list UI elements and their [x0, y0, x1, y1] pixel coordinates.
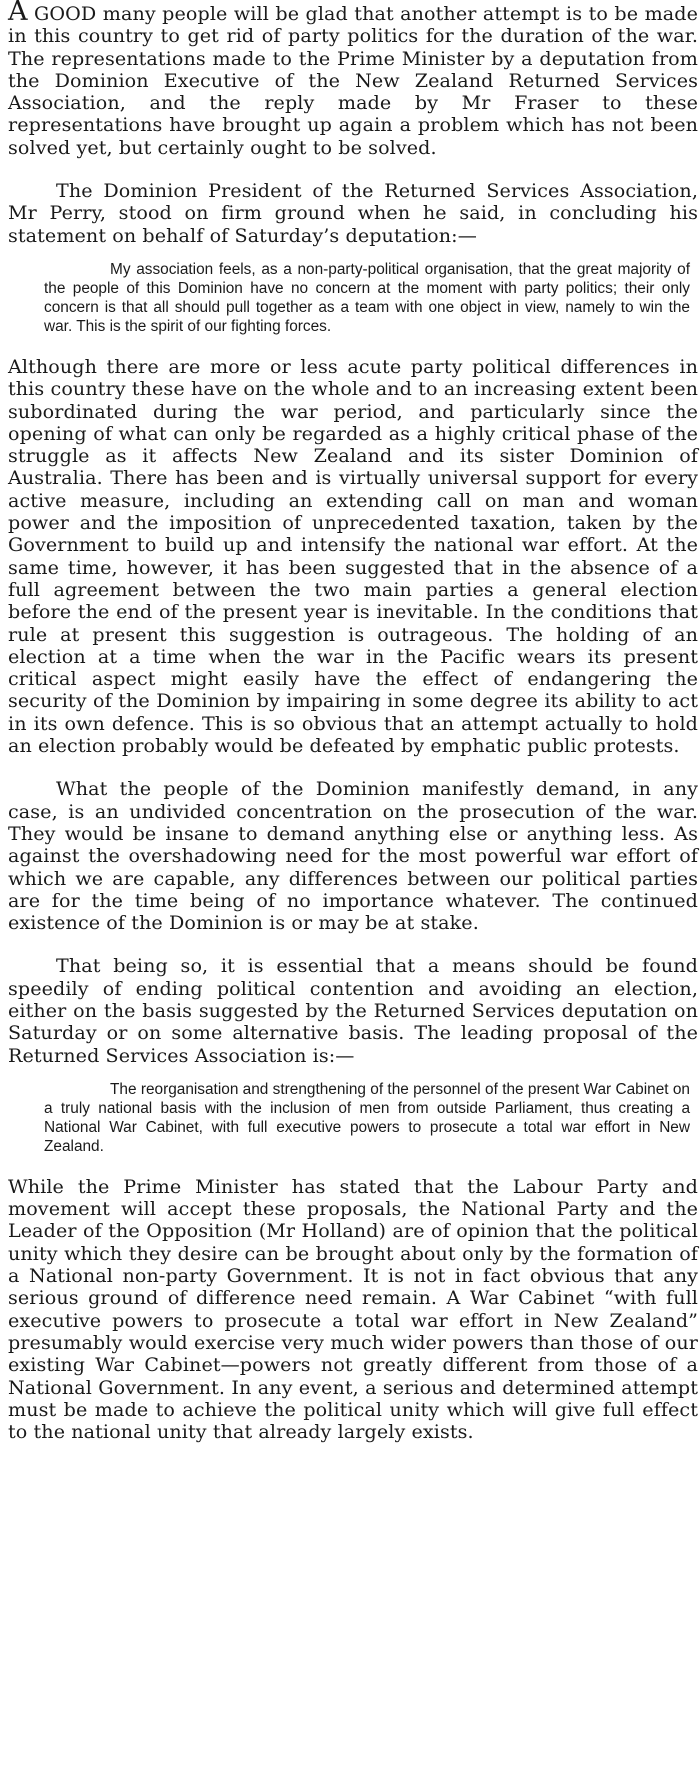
paragraph-3: Although there are more or less acute party political differences in this country these have on the whole and to an increasing extent been subordinated during the war period, and particularly since the opening of what can only be regarded as a highly critical phase of the struggle as it affects New Zealand and its sister Dominion of Australia. There has been and is virtually universal support for every active measure, including an extending call on man and woman power and the imposition of unprecedented taxation, taken by the Government to build up and intensify the national war effort. At the same time, however, it has been suggested that in the absence of a full agreement between the two main parties a general election before the end of the present year is inevitable. In the conditions that rule at present this suggestion is outrageous. The holding of an election at a time when the war in the Pacific wears its present critical aspect might easily have the effect of endangering the security of the Dominion by impairing in some degree its ability to act in its own defence. This is so obvious that an attempt actually to hold an election probably would be defeated by emphatic public protests. — [8, 354, 698, 758]
paragraph-5: That being so, it is essential that a means should be found speedily of ending political contention and avoiding an election, either on the basis suggested by the Returned Services deputation on Saturday or on some alternative basis. The leading proposal of the Returned Services Association is:— — [8, 954, 698, 1067]
paragraph-2: The Dominion President of the Returned Services Association, Mr Perry, stood on firm ground when he said, in concluding his statement on behalf of Saturday’s deputation:— — [8, 179, 698, 247]
article-column — [8, 2, 698, 1443]
paragraph-1-text: GOOD many people will be glad that another attempt is to be made in this country to get rid of party politics for the duration of the war. The representations made to the Prime Minister by a deputation from the Dominion Executive of the New Zealand Returned Services Association, and the reply made by Mr Fraser to these representations have brought up again a problem which has not been solved yet, but certainly ought to be solved. — [8, 2, 698, 159]
block-quote-1: My association feels, as a non-party-political organisation, that the great majority of the people of this Dominion have no concern at the moment with party politics; their only concern is that all should pull together as a team with one object in view, namely to win the war. This is the spirit of our fighting forces. — [44, 260, 690, 335]
drop-cap: A — [8, 0, 28, 27]
block-quote-2: The reorganisation and strengthening of the personnel of the present War Cabinet on a truly national basis with the inclusion of men from outside Parliament, thus creating a National War Cabinet, with full executive powers to prosecute a total war effort in New Zealand. — [44, 1080, 690, 1155]
paragraph-6: While the Prime Minister has stated that the Labour Party and movement will accept these proposals, the National Party and the Leader of the Opposition (Mr Holland) are of opinion that the political unity which they desire can be brought about only by the formation of a National non-party Government. It is not in fact obvious that any serious ground of difference need remain. A War Cabinet “with full executive powers to prosecute a total war effort in New Zealand” presumably would exercise very much wider powers than those of our existing War Cabinet—powers not greatly different from those of a National Government. In any event, a serious and determined attempt must be made to achieve the political unity which will give full effect to the national unity that already largely exists. — [8, 1174, 698, 1444]
paragraph-4: What the people of the Dominion manifestly demand, in any case, is an undivided concentration on the prosecution of the war. They would be insane to demand anything else or anything less. As against the overshadowing need for the most powerful war effort of which we are capable, any differences between our political parties are for the time being of no importance whatever. The continued existence of the Dominion is or may be at stake. — [8, 777, 698, 935]
paragraph-1 — [8, 2, 698, 159]
